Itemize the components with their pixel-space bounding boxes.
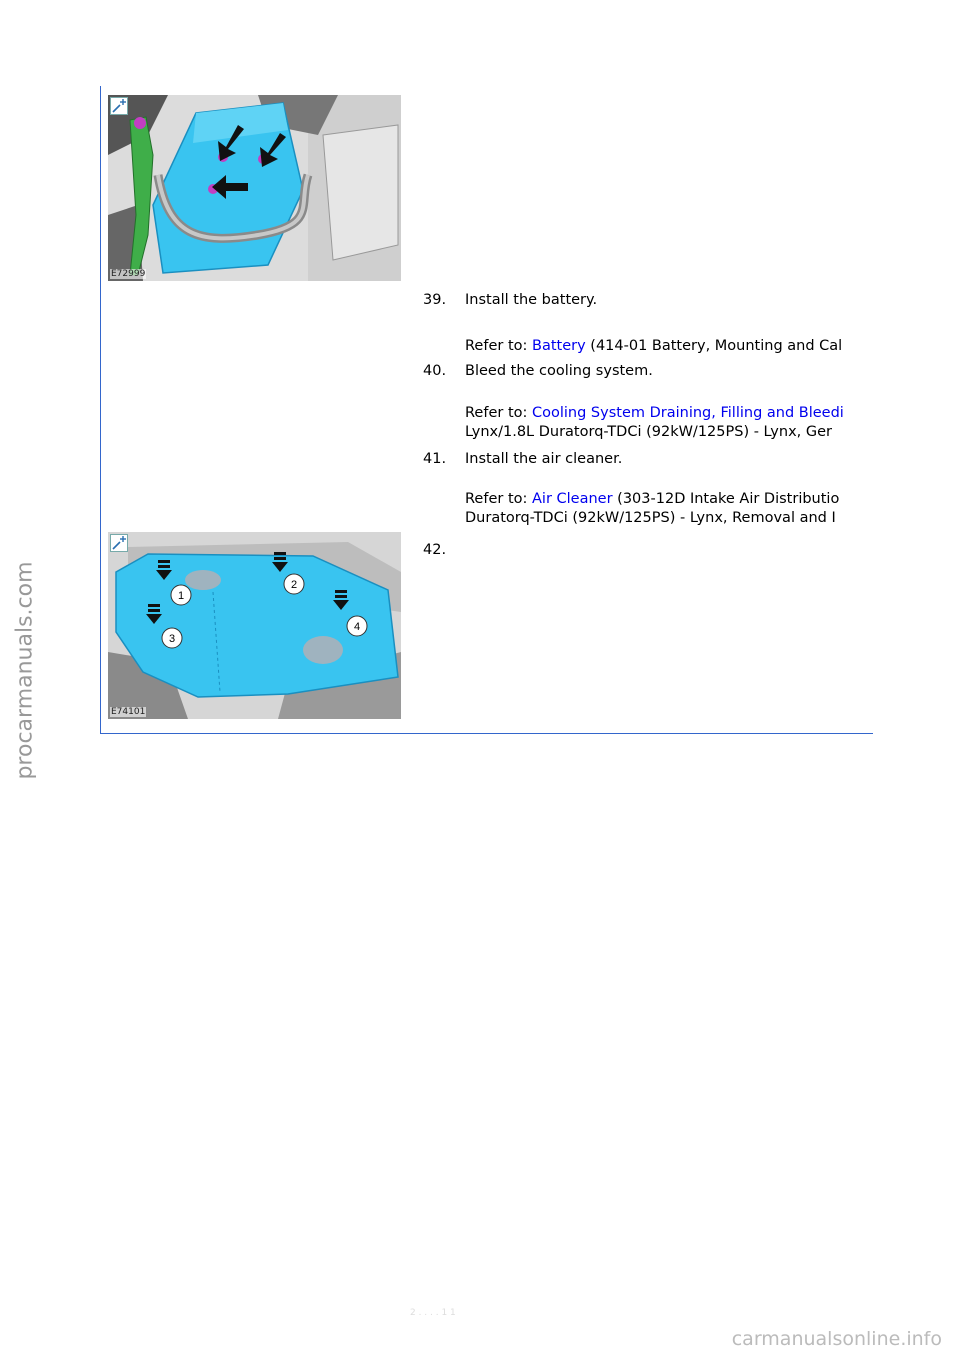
engine-cover-illustration: [108, 532, 401, 719]
step-39-reference: [465, 336, 842, 356]
step-number: 41.: [423, 451, 447, 467]
step-text: Install the air cleaner.: [465, 451, 623, 467]
step-text: Install the battery.: [465, 292, 598, 308]
zoom-in-icon[interactable]: [110, 97, 128, 115]
step-41-reference: [465, 489, 839, 509]
reference-prefix: Refer to:: [465, 491, 532, 507]
step-number: 42.: [423, 542, 447, 558]
step-text: Bleed the cooling system.: [465, 363, 653, 379]
cooling-system-link[interactable]: Cooling System Draining, Filling and Bleedi: [532, 405, 844, 421]
battery-illustration: [108, 95, 401, 281]
battery-figure[interactable]: [108, 95, 401, 281]
left-rule: [100, 86, 101, 734]
steps-area: [420, 280, 873, 580]
side-watermark-text: procarmanuals.com: [12, 560, 38, 780]
step-41-reference-line2: Duratorq-TDCi (92kW/125PS) - Lynx, Removal and I: [465, 510, 836, 526]
step-40-reference-line2: Lynx/1.8L Duratorq-TDCi (92kW/125PS) - Lynx, Ger: [465, 424, 832, 440]
callout-1: 1: [177, 590, 185, 602]
callout-2: 2: [290, 579, 298, 591]
step-40-reference: [465, 403, 844, 423]
figure-id: E72999: [111, 269, 146, 279]
figure-id: E74101: [111, 707, 146, 717]
air-cleaner-link[interactable]: Air Cleaner: [532, 491, 613, 507]
reference-rest: (414-01 Battery, Mounting and Cal: [585, 338, 843, 354]
bottom-rule: [100, 733, 873, 734]
step-number: 40.: [423, 363, 447, 379]
reference-prefix: Refer to:: [465, 405, 532, 421]
callout-3: 3: [168, 633, 176, 645]
side-watermark: [10, 560, 40, 780]
zoom-in-icon[interactable]: [110, 534, 128, 552]
engine-cover-figure[interactable]: [108, 532, 401, 719]
page-number: 2 . . . . 1 1: [410, 1308, 456, 1318]
footer-watermark: carmanualsonline.info: [731, 1328, 942, 1350]
step-number: 39.: [423, 292, 447, 308]
battery-link[interactable]: Battery: [532, 338, 586, 354]
reference-prefix: Refer to:: [465, 338, 532, 354]
reference-rest: (303-12D Intake Air Distributio: [612, 491, 840, 507]
callout-4: 4: [353, 621, 361, 633]
